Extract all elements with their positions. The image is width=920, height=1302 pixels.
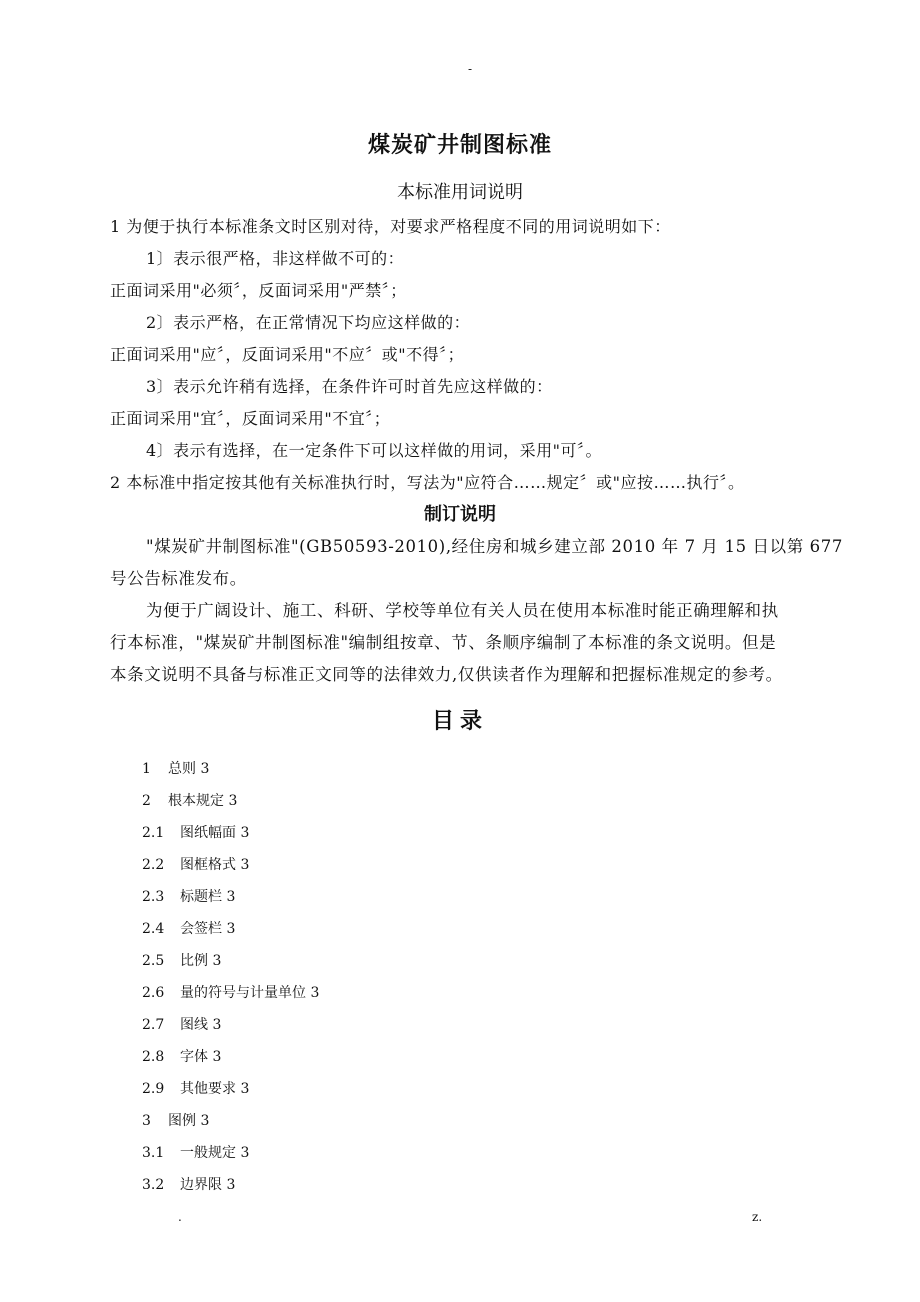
toc-entry-text: 图例 3 — [168, 1113, 210, 1129]
terms-item-1-detail: 正面词采用"必须〞，反面词采用"严禁〞； — [110, 281, 407, 300]
document-title: 煤炭矿井制图标准 — [367, 132, 552, 158]
terms-item-2-detail: 正面词采用"应〞，反面词采用"不应〞或"不得〞； — [110, 345, 465, 364]
toc-entry-text: 标题栏 3 — [180, 889, 236, 905]
toc-entry[interactable] — [142, 918, 235, 938]
revision-paragraph-2-line-1: 为便于广阔设计、施工、科研、学校等单位有关人员在使用本标准时能正确理解和执 — [146, 601, 779, 620]
revision-paragraph-1-line-1: "煤炭矿井制图标准"(GB50593-2010),经住房和城乡建立部 2010 年 7 月 15 日以第 677 — [146, 537, 843, 556]
toc-entry-text: 会签栏 3 — [180, 921, 236, 937]
footer-left-mark: . — [178, 1210, 182, 1224]
toc-entry[interactable] — [142, 1142, 249, 1162]
toc-entry-text: 图框格式 3 — [180, 857, 250, 873]
toc-entry[interactable] — [142, 822, 249, 842]
toc-entry-text: 一般规定 3 — [180, 1145, 250, 1161]
toc-entry-number: 2.4 — [142, 921, 165, 937]
toc-entry-number: 2.9 — [142, 1081, 165, 1097]
toc-entry-number: 3 — [142, 1113, 151, 1129]
revision-paragraph-2-line-3: 本条文说明不具备与标准正文同等的法律效力,仅供读者作为理解和把握标准规定的参考。 — [110, 665, 783, 684]
toc-entry-text: 图线 3 — [180, 1017, 222, 1033]
terms-line-2: 2 本标准中指定按其他有关标准执行时，写法为"应符合……规定〞或"应按……执行〞。 — [110, 473, 745, 492]
toc-entry[interactable] — [142, 1078, 249, 1098]
toc-entry-text: 比例 3 — [180, 953, 222, 969]
revision-section-heading: 制订说明 — [424, 504, 496, 525]
toc-entry-text: 字体 3 — [180, 1049, 222, 1065]
toc-entry[interactable] — [142, 950, 221, 970]
toc-entry-number: 1 — [142, 761, 151, 777]
toc-entry-text: 量的符号与计量单位 3 — [180, 985, 320, 1001]
toc-entry[interactable] — [142, 790, 237, 810]
toc-entry[interactable] — [142, 758, 209, 778]
toc-entry-text: 其他要求 3 — [180, 1081, 250, 1097]
toc-entry-number: 2.6 — [142, 985, 165, 1001]
toc-entry-number: 2 — [142, 793, 151, 809]
toc-entry-number: 2.8 — [142, 1049, 165, 1065]
terms-item-3-detail: 正面词采用"宜〞，反面词采用"不宜〞； — [110, 409, 391, 428]
toc-entry-text: 总则 3 — [168, 761, 210, 777]
toc-entry-number: 3.1 — [142, 1145, 165, 1161]
terms-item-3: 3〕表示允许稍有选择，在条件许可时首先应这样做的： — [146, 377, 553, 396]
toc-entry[interactable] — [142, 1174, 235, 1194]
revision-paragraph-1-line-2: 号公告标准发布。 — [110, 569, 247, 588]
terms-line-1: 1 为便于执行本标准条文时区别对待，对要求严格程度不同的用词说明如下： — [110, 217, 671, 236]
toc-title: 目录 — [431, 708, 488, 734]
toc-entry-text: 图纸幅面 3 — [180, 825, 250, 841]
toc-entry[interactable] — [142, 1110, 209, 1130]
toc-entry-number: 2.7 — [142, 1017, 165, 1033]
toc-entry[interactable] — [142, 886, 235, 906]
revision-paragraph-2-line-2: 行本标准，"煤炭矿井制图标准"编制组按章、节、条顺序编制了本标准的条文说明。但是 — [110, 633, 777, 652]
toc-entry-number: 2.1 — [142, 825, 165, 841]
terms-item-2: 2〕表示严格，在正常情况下均应这样做的： — [146, 313, 471, 332]
header-mark: - — [468, 62, 473, 76]
terms-item-1: 1〕表示很严格，非这样做不可的： — [146, 249, 405, 268]
toc-entry-text: 边界限 3 — [180, 1177, 236, 1193]
toc-entry-number: 2.5 — [142, 953, 165, 969]
toc-entry[interactable] — [142, 982, 319, 1002]
terms-section-heading: 本标准用词说明 — [397, 182, 523, 203]
toc-entry[interactable] — [142, 1014, 221, 1034]
toc-entry[interactable] — [142, 1046, 221, 1066]
toc-entry-number: 2.3 — [142, 889, 165, 905]
terms-item-4: 4〕表示有选择，在一定条件下可以这样做的用词，采用"可〞。 — [146, 441, 603, 460]
toc-entry-number: 2.2 — [142, 857, 165, 873]
toc-entry-number: 3.2 — [142, 1177, 165, 1193]
footer-right-mark: z. — [752, 1210, 763, 1224]
toc-entry[interactable] — [142, 854, 249, 874]
toc-entry-text: 根本规定 3 — [168, 793, 238, 809]
